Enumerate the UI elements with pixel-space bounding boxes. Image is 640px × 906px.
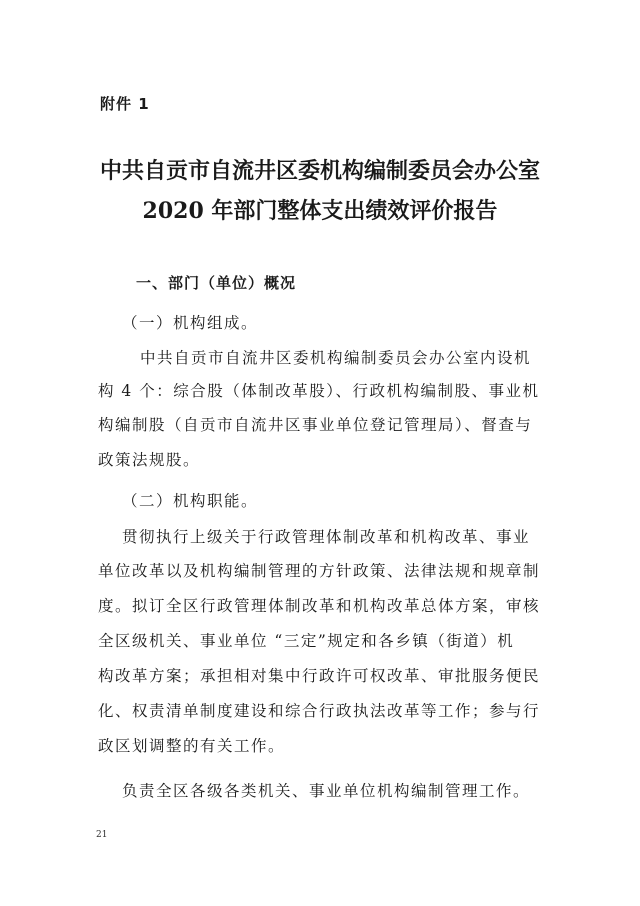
paragraph-line: 负责全区各级各类机关、事业单位机构编制管理工作。 (122, 782, 531, 800)
paragraph-line: 贯彻执行上级关于行政管理体制改革和机构改革、事业 (122, 528, 531, 546)
paragraph-line: 度。拟订全区行政管理体制改革和机构改革总体方案，审核 (98, 597, 541, 615)
document-title-line-2: 2020 年部门整体支出绩效评价报告 (142, 198, 498, 224)
paragraph-line: 单位改革以及机构编制管理的方针政策、法律法规和规章制 (98, 562, 541, 580)
paragraph-line: 中共自贡市自流井区委机构编制委员会办公室内设机 (140, 349, 532, 367)
document-title-line-1: 中共自贡市自流井区委机构编制委员会办公室 (99, 158, 540, 184)
paragraph-line: 构编制股（自贡市自流井区事业单位登记管理局）、督查与 (98, 416, 533, 434)
page-number: 21 (96, 830, 108, 840)
attachment-label: 附件 1 (100, 95, 150, 113)
paragraph-line: 化、权责清单制度建设和综合行政执法改革等工作；参与行 (98, 702, 541, 720)
paragraph-line: 政策法规股。 (98, 451, 201, 469)
subsection-heading-functions: （二）机构职能。 (122, 492, 259, 510)
paragraph-line: 构改革方案；承担相对集中行政许可权改革、审批服务便民 (98, 667, 541, 685)
section-heading: 一、部门（单位）概况 (136, 274, 297, 292)
paragraph-line: 政区划调整的有关工作。 (98, 737, 286, 755)
subsection-heading-composition: （一）机构组成。 (122, 314, 259, 332)
paragraph-line: 构 4 个：综合股（体制改革股）、行政机构编制股、事业机 (98, 382, 540, 400)
paragraph-line: 全区级机关、事业单位 “三定”规定和各乡镇（街道）机 (98, 632, 515, 650)
